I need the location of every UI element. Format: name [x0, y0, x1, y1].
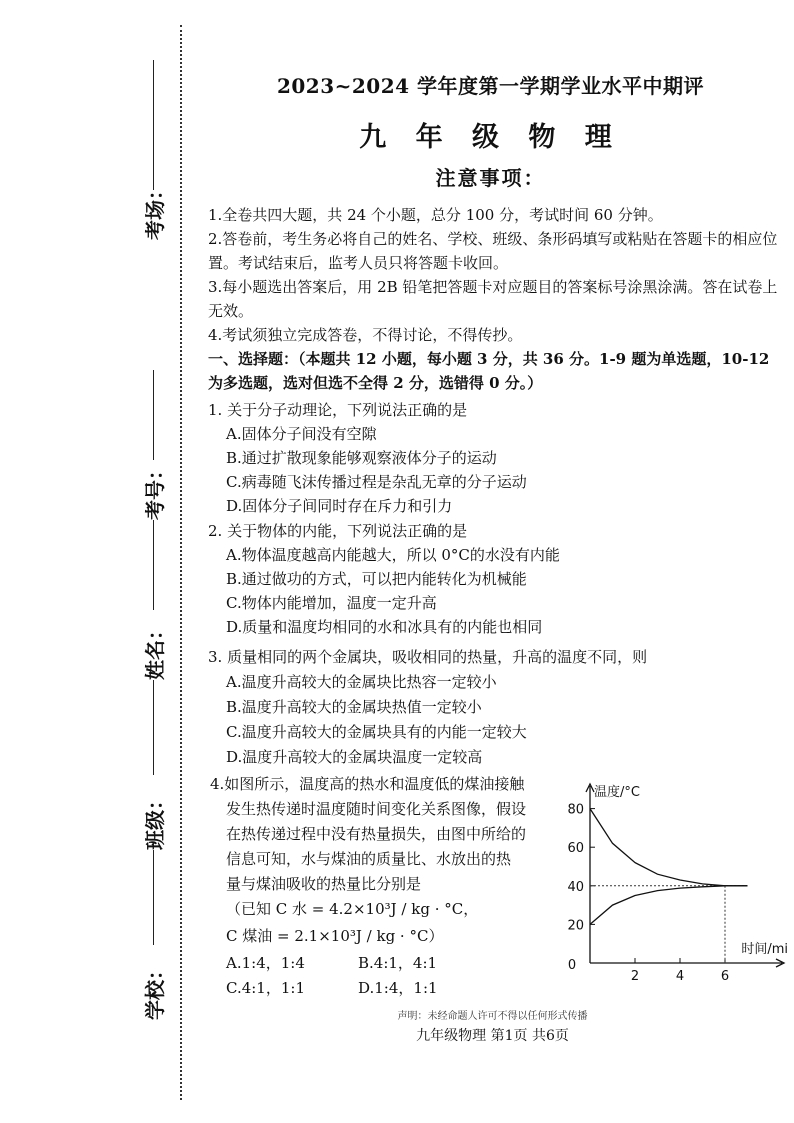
- student-info-column: [110, 0, 180, 1123]
- class-field[interactable]: [110, 680, 180, 850]
- exam-room-line: [153, 60, 154, 190]
- y-tick-label: 80: [567, 802, 584, 818]
- class-line: [153, 680, 154, 775]
- q1-option-b: B.通过扩散现象能够观察液体分子的运动: [226, 449, 497, 467]
- copyright-notice: 声明：未经命题人许可不得以任何形式传播: [397, 1011, 588, 1022]
- series-kerosene-line: [590, 886, 748, 925]
- q4-stem-line-4: 信息可知，水与煤油的质量比、水放出的热: [226, 850, 512, 868]
- question-2-stem: 2. 关于物体的内能，下列说法正确的是: [208, 522, 468, 540]
- exam-number-line: [153, 370, 154, 460]
- x-tick-label: 2: [630, 969, 640, 984]
- name-line: [153, 520, 154, 610]
- question-1-stem: 1. 关于分子动理论，下列说法正确的是: [208, 401, 468, 419]
- q4-given-c-water: （已知 C 水 = 4.2×10³J / kg · °C，: [226, 900, 479, 918]
- name-label: 姓名：: [142, 620, 167, 680]
- q4-stem-line-1: 4.如图所示，温度高的热水和温度低的煤油接触: [210, 775, 525, 793]
- q3-option-d: D.温度升高较大的金属块温度一定较高: [226, 748, 483, 766]
- x-tick-label: 4: [675, 969, 685, 984]
- q2-option-d: D.质量和温度均相同的水和冰具有的内能也相同: [226, 618, 543, 636]
- q1-option-d: D.固体分子间同时存在斥力和引力: [226, 497, 453, 515]
- question-3-stem: 3. 质量相同的两个金属块，吸收相同的热量，升高的温度不同，则: [208, 648, 648, 666]
- class-label: 班级：: [142, 790, 167, 850]
- notice-2: 2.答卷前，考生务必将自己的姓名、学校、班级、条形码填写或粘贴在答题卡的相应位置。考试结束后，监考人员只将答题卡收回。: [208, 230, 778, 272]
- q1-option-a: A.固体分子间没有空隙: [226, 425, 377, 443]
- origin-label: 0: [567, 958, 577, 973]
- q3-option-b: B.温度升高较大的金属块热值一定较小: [226, 698, 482, 716]
- y-tick-label: 60: [567, 841, 584, 857]
- series-water-line: [590, 809, 748, 886]
- exam-room-label: 考场：: [142, 180, 167, 240]
- exam-number-field[interactable]: [110, 260, 180, 520]
- notice-3: 3.每小题选出答案后，用 2B 铅笔把答题卡对应题目的答案标号涂黑涂满。答在试卷上无效。: [208, 278, 778, 320]
- page-number: 九年级物理 第1页 共6页: [416, 1028, 569, 1044]
- q4-stem-line-5: 量与煤油吸收的热量比分别是: [226, 875, 422, 893]
- y-tick-label: 20: [567, 918, 584, 934]
- chart-axes: [586, 784, 784, 967]
- q4-stem-line-2: 发生热传递时温度随时间变化关系图像，假设: [226, 800, 527, 818]
- notice-4: 4.考试须独立完成答卷，不得讨论，不得传抄。: [208, 326, 523, 344]
- exam-room-field[interactable]: [110, 60, 180, 240]
- q4-option-d: D.1:4，1:1: [358, 979, 438, 997]
- q2-option-a: A.物体温度越高内能越大，所以 0°C的水没有内能: [226, 546, 560, 564]
- y-tick-label: 40: [567, 879, 584, 895]
- q2-option-c: C.物体内能增加，温度一定升高: [226, 594, 437, 612]
- chart-reference-lines: [590, 886, 748, 963]
- section-heading: 一、选择题：（本题共 12 小题，每小题 3 分，共 36 分。1-9 题为单选题，10-12 为多选题，选对但选不全得 2 分，选错得 0 分。）: [208, 350, 770, 392]
- binding-dotted-line: [180, 25, 182, 1100]
- q3-option-a: A.温度升高较大的金属块比热容一定较小: [226, 673, 497, 691]
- q4-option-c: C.4:1，1:1: [226, 979, 305, 997]
- school-label: 学校：: [142, 960, 167, 1020]
- subject-title: 九 年 级 物 理: [359, 122, 622, 153]
- temperature-time-chart: [550, 776, 790, 986]
- q4-given-c-kerosene: C 煤油 = 2.1×10³J / kg · °C）: [226, 927, 444, 945]
- school-line: [153, 850, 154, 945]
- q4-stem-line-3: 在热传递过程中没有热量损失，由图中所给的: [226, 825, 527, 843]
- name-field[interactable]: [110, 520, 180, 680]
- school-field[interactable]: [110, 850, 180, 1030]
- q2-option-b: B.通过做功的方式，可以把内能转化为机械能: [226, 570, 527, 588]
- x-tick-label: 6: [720, 969, 730, 984]
- notice-title: 注意事项：: [435, 166, 546, 190]
- exam-title: 2023~2024 学年度第一学期学业水平中期评: [276, 74, 705, 98]
- x-axis-label: 时间/mi: [741, 942, 788, 957]
- chart-labels: [567, 784, 788, 984]
- notice-1: 1.全卷共四大题，共 24 个小题，总分 100 分，考试时间 60 分钟。: [208, 206, 663, 224]
- y-axis-label: 温度/°C: [594, 785, 640, 800]
- q1-option-c: C.病毒随飞沫传播过程是杂乱无章的分子运动: [226, 473, 527, 491]
- exam-number-label: 考号：: [142, 460, 167, 520]
- q4-option-a: A.1:4，1:4: [226, 954, 305, 972]
- q4-option-b: B.4:1，4:1: [358, 954, 438, 972]
- chart-series: [590, 809, 748, 925]
- q3-option-c: C.温度升高较大的金属块具有的内能一定较大: [226, 723, 527, 741]
